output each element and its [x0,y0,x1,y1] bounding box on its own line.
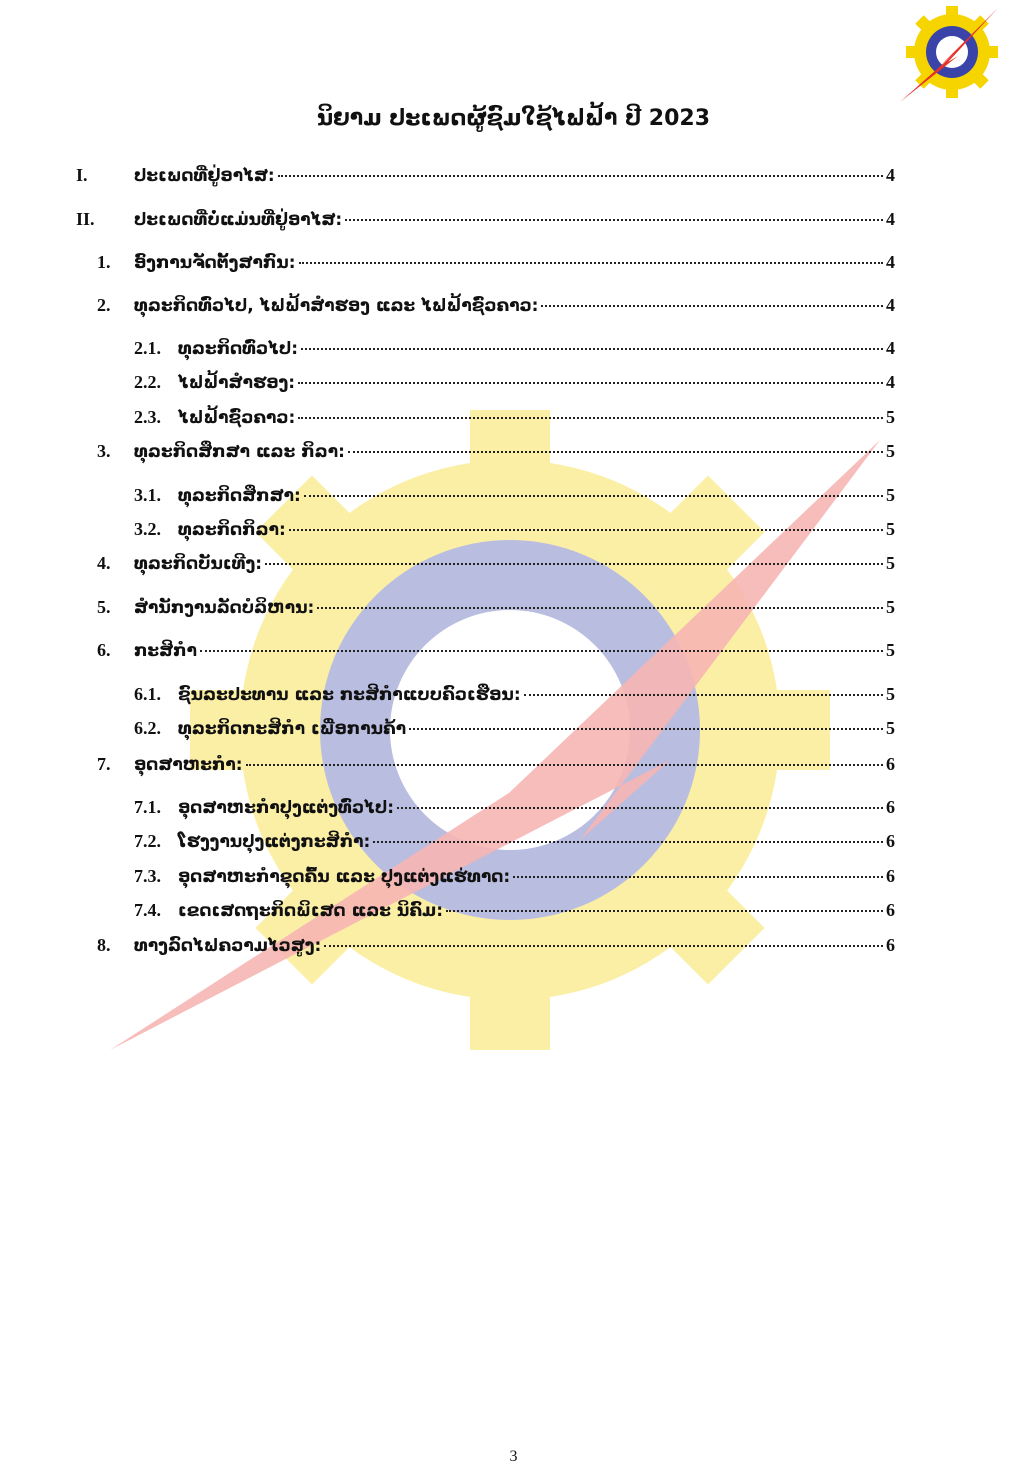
toc-number: 6. [97,640,111,660]
toc-number: 2.2. [134,372,161,392]
toc-entry[interactable] [76,209,895,230]
toc-page: 5 [886,597,895,617]
toc-leader [298,417,883,419]
toc-entry[interactable] [134,407,895,428]
toc-page: 6 [886,754,895,774]
toc-label: ທຸລະກິດສຶກສາ ແລະ ກິລາ: [134,442,345,462]
toc-leader [524,694,883,696]
toc-entry[interactable] [134,485,895,506]
toc-label: ທຸລະກິດທົ່ວໄປ: [178,339,299,359]
toc-entry[interactable] [134,519,895,540]
toc-label: ຊົນລະປະທານ ແລະ ກະສິກຳແບບຄົວເຮືອນ: [178,685,521,705]
toc-number: 2.3. [134,407,161,427]
toc-leader [301,348,883,350]
toc-page: 5 [886,441,895,461]
toc-number: 3.1. [134,485,161,505]
electricite-du-laos-logo [898,4,1002,104]
toc-leader [200,650,883,652]
toc-leader [345,219,883,221]
toc-page: 5 [886,407,895,427]
toc-leader [289,529,883,531]
toc-leader [317,607,883,609]
toc-page: 5 [886,684,895,704]
toc-page: 4 [886,252,895,272]
toc-entry[interactable] [134,900,895,921]
toc-leader [397,807,883,809]
toc-label: ທາງລົດໄຟຄວາມໄວສູງ: [134,936,322,956]
toc-number: 5. [97,597,111,617]
toc-entry[interactable] [134,338,895,359]
toc-page: 5 [886,553,895,573]
toc-leader [541,305,883,307]
toc-page: 6 [886,866,895,886]
toc-label: ເຂດເສດຖະກິດພິເສດ ແລະ ນິຄົມ: [178,901,444,921]
toc-label: ໄຟຟ້າຊົ່ວຄາວ: [178,408,296,428]
toc-entry[interactable] [97,935,895,956]
toc-number: 1. [97,252,111,272]
toc-page: 6 [886,935,895,955]
toc-label: ປະເພດທີ່ບໍ່ແມ່ນທີ່ຢູ່ອາໄສ: [134,210,343,230]
toc-label: ອຸດສາຫະກຳປຸງແຕ່ງທົ່ວໄປ: [178,798,395,818]
toc-number: I. [76,165,88,185]
toc-entry[interactable] [134,797,895,818]
toc-page: 6 [886,831,895,851]
toc-label: ທຸລະກິດບັນເທີງ: [134,554,263,574]
toc-number: 7.1. [134,797,161,817]
toc-entry[interactable] [97,252,895,273]
toc-number: 8. [97,935,111,955]
toc-page: 4 [886,372,895,392]
toc-leader [304,495,883,497]
toc-entry[interactable] [97,640,895,661]
toc-number: 3. [97,441,111,461]
toc-number: 7. [97,754,111,774]
toc-entry[interactable] [97,597,895,618]
toc-page: 6 [886,900,895,920]
toc-number: 7.2. [134,831,161,851]
toc-page: 5 [886,718,895,738]
toc-label: ອົງການຈັດຕັ້ງສາກົນ: [134,253,296,273]
toc-page: 6 [886,797,895,817]
toc-number: 6.2. [134,718,161,738]
toc-number: 4. [97,553,111,573]
toc-label: ສຳນັກງານລັດບໍລິຫານ: [134,598,315,618]
toc-leader [324,945,883,947]
toc-leader [373,841,883,843]
toc-page: 4 [886,295,895,315]
toc-number: 2. [97,295,111,315]
toc-label: ທຸລະກິດກິລາ: [178,520,286,540]
toc-entry[interactable] [134,684,895,705]
toc-leader [278,175,883,177]
toc-number: 6.1. [134,684,161,704]
page-number: 3 [509,1448,518,1465]
toc-entry[interactable] [134,831,895,852]
toc-entry[interactable] [134,718,895,739]
toc-page: 5 [886,485,895,505]
toc-label: ທຸລະກິດກະສິກຳ ເພື່ອການຄ້າ [178,719,407,739]
toc-entry[interactable] [97,295,895,316]
toc-page: 4 [886,209,895,229]
toc-label: ໂຮງງານປຸງແຕ່ງກະສິກຳ: [178,832,371,852]
toc-number: 7.3. [134,866,161,886]
toc-leader [409,728,883,730]
toc-leader [348,451,883,453]
toc-leader [265,563,883,565]
toc-leader [446,910,883,912]
toc-number: 3.2. [134,519,161,539]
toc-entry[interactable] [76,165,895,186]
toc-leader [298,382,883,384]
toc-page: 4 [886,165,895,185]
toc-entry[interactable] [134,866,895,887]
toc-page: 5 [886,640,895,660]
toc-number: 7.4. [134,900,161,920]
toc-entry[interactable] [134,372,895,393]
toc-label: ປະເພດທີ່ຢູ່ອາໄສ: [134,166,275,186]
toc-number: II. [76,209,95,229]
toc-number: 2.1. [134,338,161,358]
toc-entry[interactable] [97,441,895,462]
toc-label: ກະສິກຳ [134,641,197,661]
toc-entry[interactable] [97,553,895,574]
toc-label: ອຸດສາຫະກຳ: [134,755,243,775]
toc-leader [513,876,883,878]
toc-leader [299,262,883,264]
toc-label: ທຸລະກິດສຶກສາ: [178,486,301,506]
toc-page: 4 [886,338,895,358]
toc-label: ທຸລະກິດທົ່ວໄປ, ໄຟຟ້າສຳຮອງ ແລະ ໄຟຟ້າຊົ່ວຄາວ: [134,296,539,316]
toc-page: 5 [886,519,895,539]
toc-entry[interactable] [97,754,895,775]
toc-label: ອຸດສາຫະກຳຂຸດຄົ້ນ ແລະ ປຸງແຕ່ງແຮ່ທາດ: [178,867,511,887]
toc-leader [246,764,883,766]
toc-label: ໄຟຟ້າສຳຮອງ: [178,373,296,393]
document-title: ນິຍາມ ປະເພດຜູ້ຊົມໃຊ້ໄຟຟ້າ ປີ 2023 [316,106,710,131]
